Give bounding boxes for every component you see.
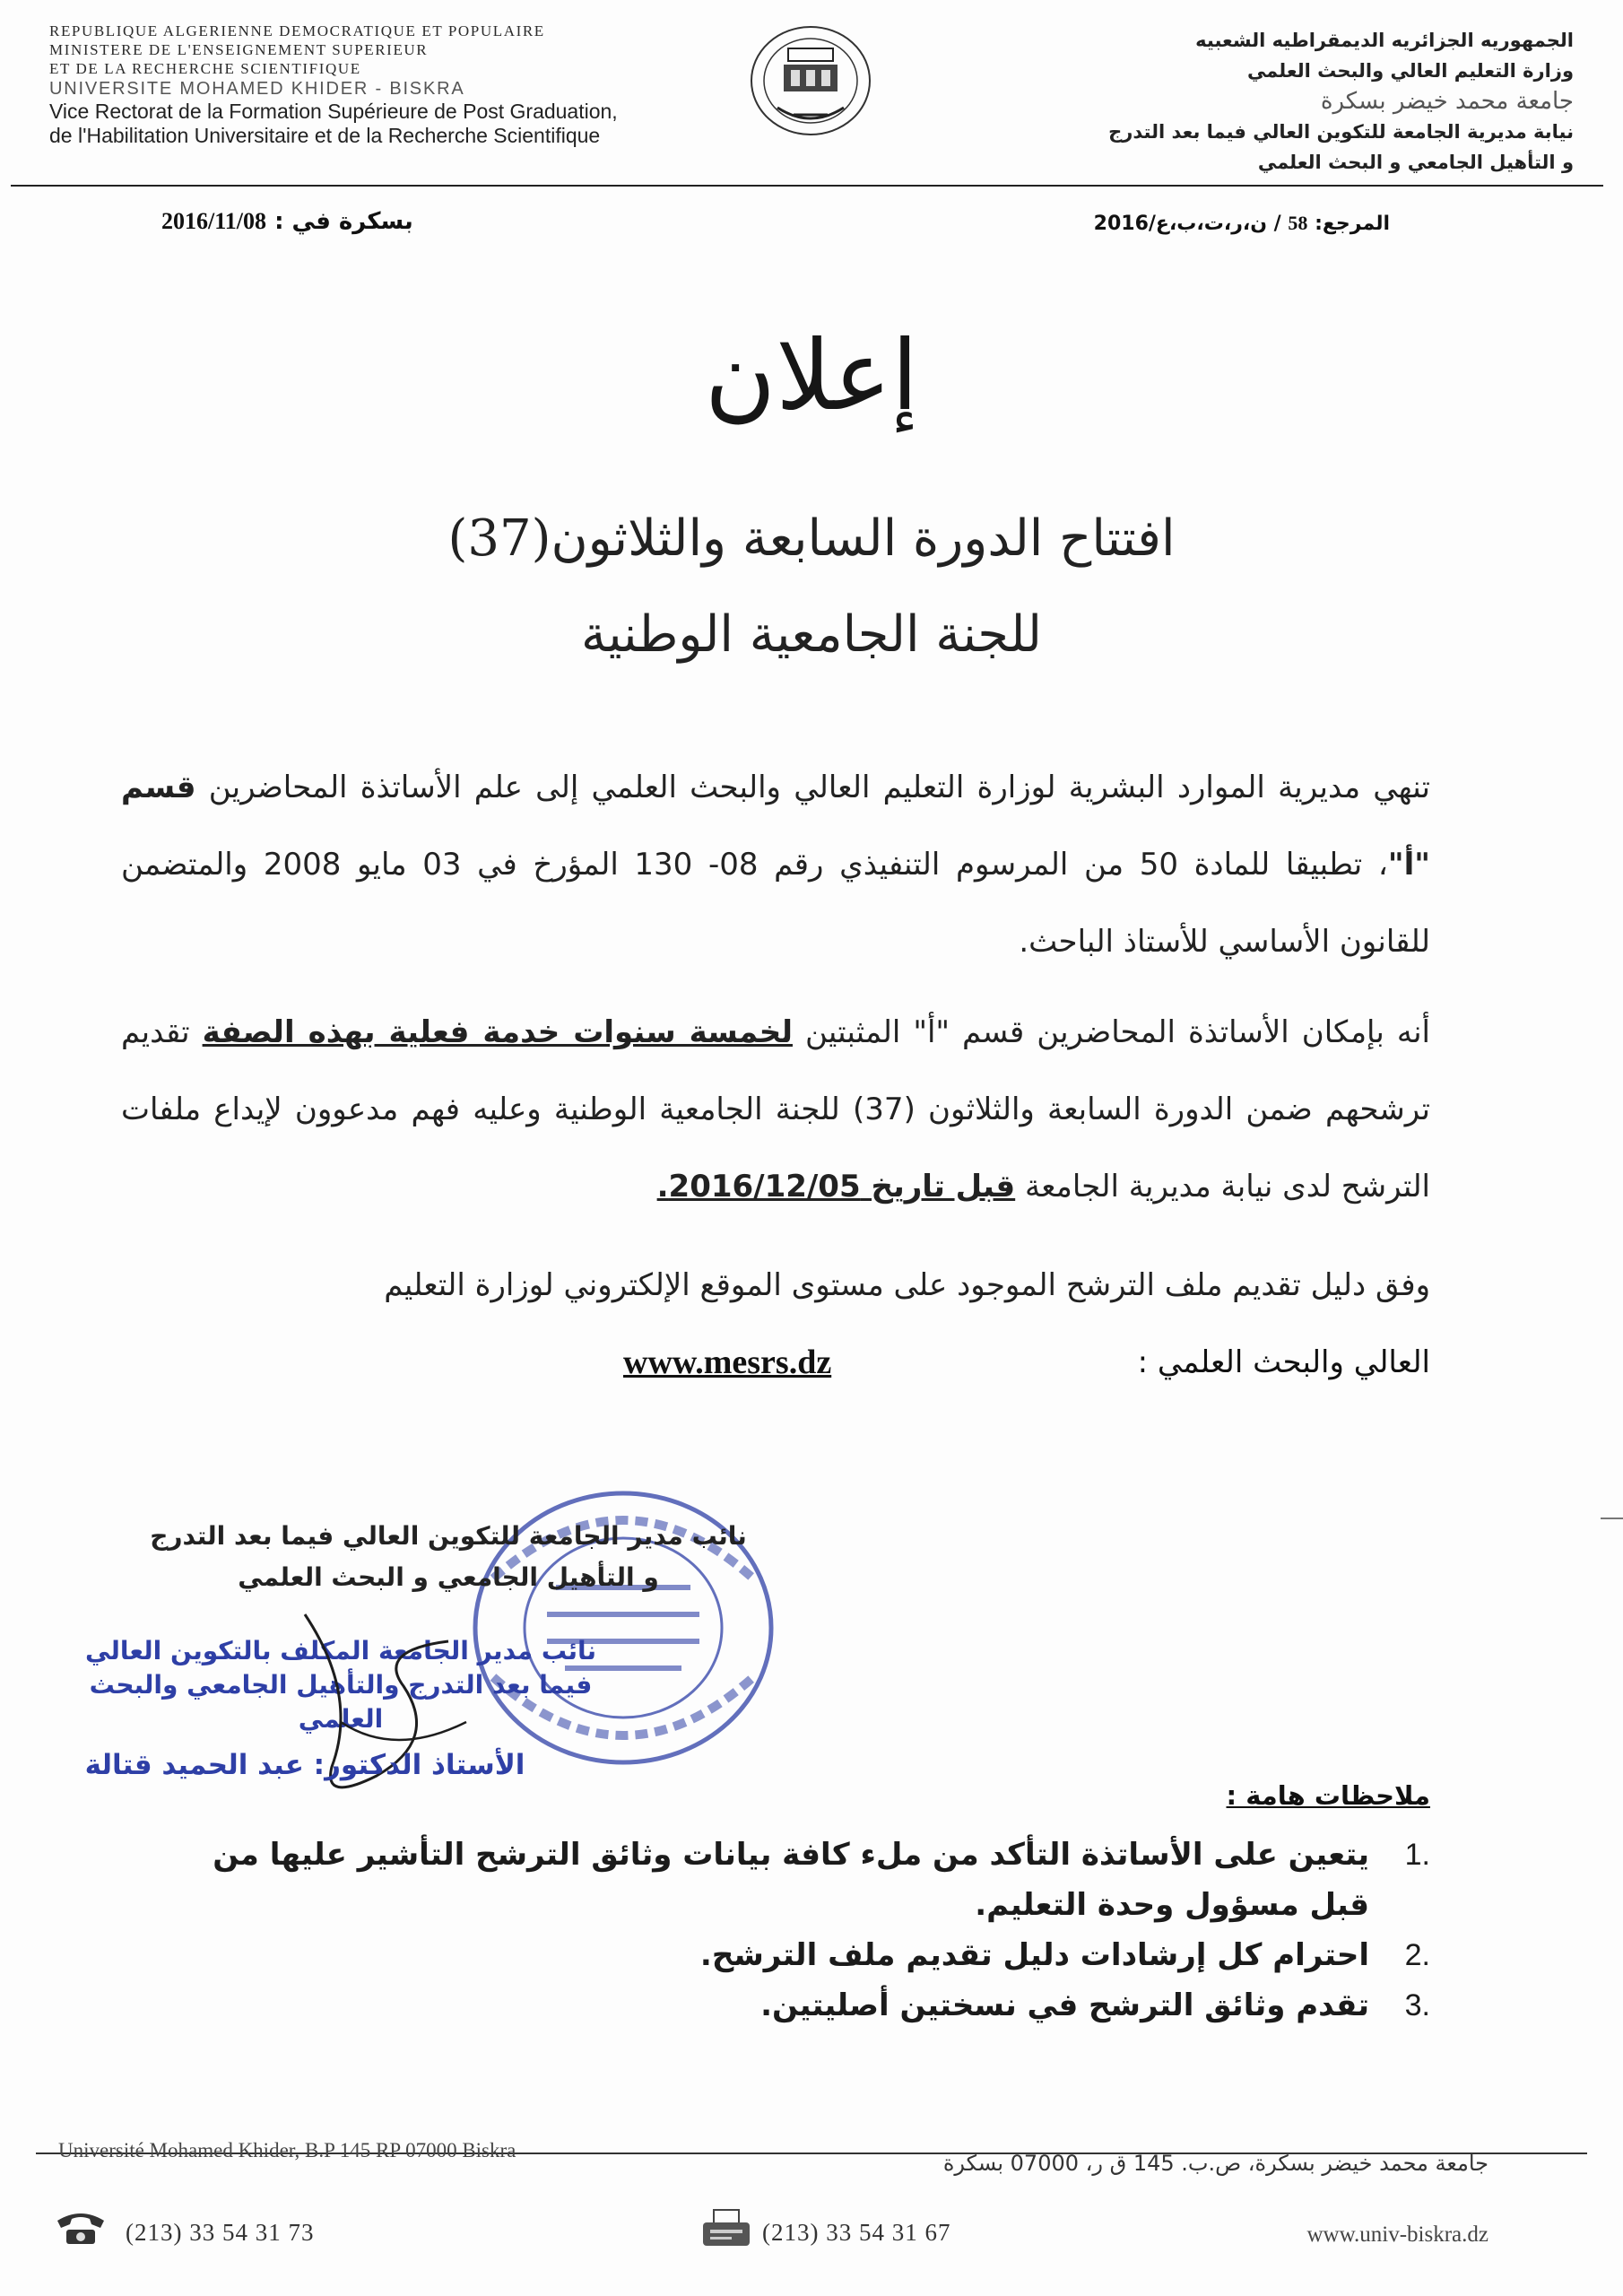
footer-address-fr: Université Mohamed Khider, B.P 145 RP 07000 Biskra — [58, 2139, 516, 2161]
header-arabic — [928, 25, 1574, 178]
notes-title: ملاحظات هامة : — [1226, 1780, 1430, 1811]
body-paragraph-1 — [121, 749, 1430, 980]
p2-deadline: قبل تاريخ 2016/12/05. — [656, 1169, 1016, 1205]
header-ar-vice-rectorat: نيابة مديرية الجامعة للتكوين العالي فيما بعد التدرج — [1108, 121, 1574, 143]
handwritten-signature — [251, 1587, 520, 1821]
header-fr-vice-rectorat: Vice Rectorat de la Formation Supérieure de Post Graduation, — [49, 100, 618, 123]
note-text: احترام كل إرشادات دليل تقديم ملف الترشح. — [699, 1937, 1369, 1973]
notes-list — [157, 1830, 1430, 2031]
reference-label: المرجع: — [1315, 213, 1390, 235]
fax-icon — [699, 2206, 753, 2251]
p2-text-b: تقديم ترشحهم ضمن الدورة السابعة والثلاثون (37) للجنة الجامعية الوطنية وعليه فهم مدعوون لإيداع ملفات الترشح لدى نيابة مديرية الجامعة — [121, 1014, 1430, 1205]
header-french — [49, 22, 794, 148]
ministry-website-link[interactable]: www.mesrs.dz — [623, 1344, 832, 1381]
signature-title — [126, 1516, 771, 1598]
signature-line-1: نائب مدير الجامعة للتكوين العالي فيما بعد التدرج — [150, 1521, 747, 1551]
footer-website[interactable]: www.univ-biskra.dz — [1306, 2222, 1488, 2247]
header-fr-habilitation: de l'Habilitation Universitaire et de la Recherche Scientifique — [49, 124, 601, 147]
header-fr-research: ET DE LA RECHERCHE SCIENTIFIQUE — [49, 60, 361, 77]
subtitle-session: افتتاح الدورة السابعة والثلاثون(37) — [447, 509, 1176, 568]
date-value: 2016/11/08 — [161, 208, 267, 234]
header-divider — [11, 185, 1603, 187]
note-item — [157, 1830, 1430, 1930]
edge-mark — [1601, 1518, 1623, 1519]
note-text: يتعين على الأساتذة التأكد من ملء كافة بيانات وثائق الترشح التأشير عليها من قبل مسؤول وحدة التعليم. — [213, 1837, 1369, 1923]
header-fr-university: UNIVERSITE MOHAMED KHIDER - BISKRA — [49, 79, 465, 99]
phone-icon — [54, 2208, 108, 2248]
signatory-name: الأستاذ الدكتور: عبد الحميد قتالة — [84, 1749, 525, 1781]
body-paragraph-3 — [121, 1247, 1430, 1324]
p1-text: تنهي مديرية الموارد البشرية لوزارة التعليم العالي والبحث العلمي إلى علم الأساتذة المحاضرين — [208, 770, 1430, 805]
note-item — [157, 1930, 1430, 1980]
footer-address-ar: جامعة محمد خيضر بسكرة، ص.ب. 145 ق ر، 07000 بسكرة — [942, 2151, 1488, 2176]
page-title: إعلان — [704, 320, 919, 432]
body-paragraph-2 — [121, 994, 1430, 1225]
p2-text-a: أنه بإمكان الأساتذة المحاضرين قسم "أ" المثبتين — [804, 1014, 1430, 1050]
header-ar-ministry: وزارة التعليم العالي والبحث العلمي — [1246, 60, 1574, 82]
note-item — [157, 1980, 1430, 2031]
p1-category: قسم "أ" — [121, 770, 1430, 883]
note-number: 2. — [1404, 1938, 1430, 1972]
p3-end: العالي والبحث العلمي : — [1137, 1344, 1430, 1380]
url-line — [121, 1324, 1430, 1401]
note-number: 3. — [1404, 1988, 1430, 2022]
reference-code: / ن،ر،ت،ب،ع/2016 — [1093, 213, 1281, 235]
header-fr-ministry: MINISTERE DE L'ENSEIGNEMENT SUPERIEUR — [49, 41, 429, 58]
footer-phone: (213) 33 54 31 73 — [126, 2219, 315, 2246]
seal-line-2: فيما بعد التدرج والتأهيل الجامعي والبحث العلمي — [89, 1670, 593, 1734]
footer-fax: (213) 33 54 31 67 — [762, 2219, 951, 2246]
header-ar-habilitation: و التأهيل الجامعي و البحث العلمي — [1257, 152, 1574, 173]
date-line — [161, 208, 413, 235]
reference-number: 58 — [1288, 212, 1308, 234]
header-fr-republic: REPUBLIQUE ALGERIENNE DEMOCRATIQUE ET POPULAIRE — [49, 22, 545, 39]
seal-line-1: نائب مدير الجامعة المكلف بالتكوين العالي — [84, 1636, 597, 1665]
reference-line — [1094, 212, 1390, 235]
university-logo — [742, 22, 881, 147]
date-label: بسكرة في : — [274, 208, 413, 235]
note-number: 1. — [1404, 1838, 1430, 1872]
header-ar-university: جامعة محمد خيضر بسكرة — [1320, 88, 1574, 115]
note-text: تقدم وثائق الترشح في نسختين أصليتين. — [760, 1987, 1369, 2023]
p2-service-condition: لخمسة سنوات خدمة فعلية بهذه الصفة — [202, 1014, 793, 1050]
header-ar-republic: الجمهوريه الجزائريه الديمقراطيه الشعبيه — [1195, 30, 1574, 51]
p1-rest: ، تطبيقا للمادة 50 من المرسوم التنفيذي رقم 08- 130 المؤرخ في 03 مايو 2008 والمتضمن للقانون الأساسي للأستاذ الباحث. — [121, 847, 1430, 960]
p3-text: وفق دليل تقديم ملف الترشح الموجود على مستوى الموقع الإلكتروني لوزارة التعليم — [384, 1267, 1430, 1303]
signature-line-2: و التأهيل الجامعي و البحث العلمي — [238, 1562, 659, 1592]
subtitle-committee: للجنة الجامعية الوطنية — [581, 605, 1042, 664]
